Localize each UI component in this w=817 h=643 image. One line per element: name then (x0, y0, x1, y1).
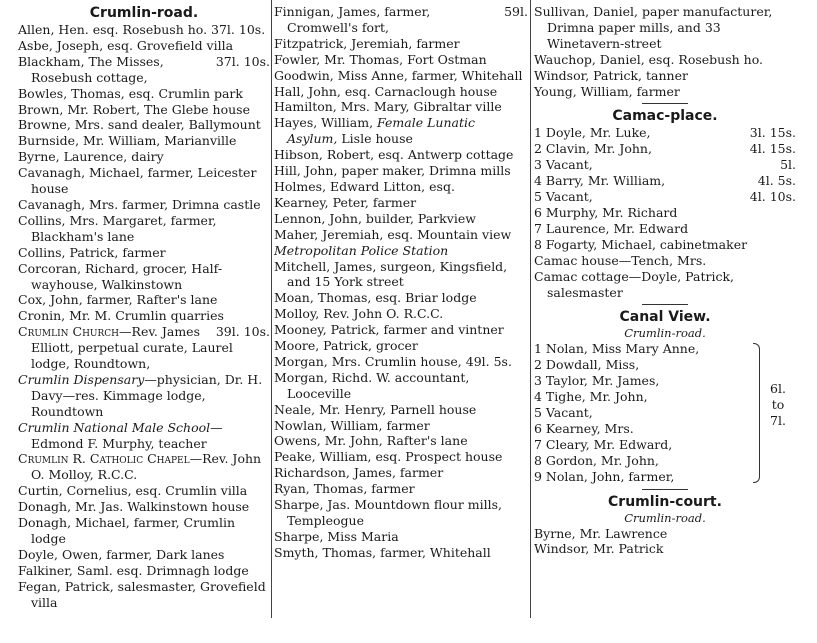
entry-text: Neale, Mr. Henry, Parnell house (274, 401, 477, 417)
directory-entry (274, 418, 528, 434)
entry-text: Windsor, Patrick, tanner (534, 67, 688, 83)
entry-text: Cavanagh, Mrs. farmer, Drimna castle (18, 196, 261, 212)
directory-entry (274, 36, 528, 52)
directory-entry (274, 370, 528, 402)
rent-high: 7l. (770, 413, 786, 429)
entry-text: Nowlan, William, farmer (274, 417, 430, 433)
entry-text: Camac house—Tench, Mrs. (534, 252, 707, 268)
entry-text: 8 Gordon, Mr. John, (534, 452, 659, 468)
entry-text: 3 Vacant, (534, 157, 593, 173)
entry-list (534, 125, 796, 300)
entry-text: Camac cottage—Doyle, Patrick, salesmaster (534, 268, 735, 300)
directory-entry (274, 497, 528, 529)
directory-entry (274, 338, 528, 354)
directory-entry (18, 102, 270, 118)
entry-text: 4 Tighe, Mr. John, (534, 389, 648, 405)
entry-text: Owens, Mr. John, Rafter's lane (274, 433, 468, 449)
entry-list (534, 4, 796, 99)
directory-entry (18, 579, 270, 611)
brace-bracket (753, 343, 760, 483)
directory-entry (274, 290, 528, 306)
directory-entry (274, 306, 528, 322)
entry-text: Curtin, Cornelius, esq. Crumlin villa (18, 483, 248, 499)
entry-text: 5 Vacant, (534, 405, 593, 421)
entry-text: Browne, Mrs. sand dealer, Ballymount (18, 117, 261, 133)
entry-text: 2 Dowdall, Miss, (534, 357, 640, 373)
section-heading-crumlin-road: Crumlin-road. (89, 5, 199, 21)
directory-entry (18, 483, 270, 499)
directory-entry (534, 526, 796, 542)
directory-entry (534, 253, 796, 269)
entry-text: Byrne, Mr. Lawrence (534, 525, 668, 541)
entry-text: Ryan, Thomas, farmer (274, 481, 415, 497)
entry-text: Corcoran, Richard, grocer, Half-wayhouse, Walkinstown (18, 260, 223, 292)
entry-text: Brown, Mr. Robert, The Glebe house (18, 101, 250, 117)
directory-entry (534, 205, 796, 221)
directory-entry (274, 545, 528, 561)
entry-text: Burnside, Mr. William, Marianville (18, 133, 237, 149)
directory-entry (274, 99, 528, 115)
section-heading-crumlin-court: Crumlin-court. (608, 493, 722, 510)
rent-value: 5l. (780, 157, 796, 173)
directory-entry (274, 354, 528, 370)
directory-entry (18, 117, 270, 133)
entry-text: Molloy, Rev. John O. R.C.C. (274, 306, 444, 322)
directory-entry (18, 372, 270, 420)
directory-entry (18, 165, 270, 197)
directory-entry (534, 52, 796, 68)
entry-italic: Metropolitan Police Station (274, 242, 449, 258)
entry-text: Windsor, Mr. Patrick (534, 541, 664, 557)
entry-text: Lisle house (337, 131, 413, 147)
entry-text: Bowles, Thomas, esq. Crumlin park (18, 85, 243, 101)
directory-entry (274, 4, 528, 36)
entry-list (18, 22, 270, 611)
directory-entry (274, 84, 528, 100)
column-2 (274, 4, 528, 561)
entry-text: Donagh, Mr. Jas. Walkinstown house (18, 499, 250, 515)
entry-text: Byrne, Laurence, dairy (18, 149, 164, 165)
directory-entry (18, 261, 270, 293)
entry-text: Morgan, Richd. W. accountant, Looceville (274, 369, 470, 401)
directory-entry (274, 211, 528, 227)
entry-text: Collins, Patrick, farmer (18, 244, 166, 260)
entry-text: Fitzpatrick, Jeremiah, farmer (274, 35, 460, 51)
directory-entry (274, 481, 528, 497)
directory-entry (534, 141, 796, 157)
directory-entry (18, 451, 270, 483)
rent-value: 59l. (504, 4, 528, 19)
entry-text: 5 Vacant, (534, 189, 593, 205)
directory-entry (274, 115, 528, 147)
column-3 (534, 4, 796, 557)
entry-list (534, 526, 796, 558)
section-rule (642, 304, 688, 305)
entry-text: Hamilton, Mrs. Mary, Gibraltar ville (274, 99, 502, 115)
section-subheading: Crumlin-road. (624, 510, 706, 525)
directory-entry (274, 68, 528, 84)
directory-entry (18, 54, 270, 86)
entry-text: Wauchop, Daniel, esq. Rosebush ho. (534, 51, 763, 67)
entry-text: Donagh, Michael, farmer, Crumlin lodge (18, 515, 236, 546)
entry-text: Mitchell, James, surgeon, Kingsfield, and 15 York street (274, 258, 508, 290)
entry-text: Sharpe, Jas. Mountdown flour mills, Templeogue (274, 497, 503, 528)
rent-to: to (771, 397, 785, 413)
entry-text: Asbe, Joseph, esq. Grovefield villa (18, 37, 234, 53)
entry-text: Young, William, farmer (534, 83, 680, 99)
entry-text: 1 Doyle, Mr. Luke, (534, 125, 651, 141)
entry-text: Blackham, The Misses, Rosebush cottage, (18, 53, 164, 85)
entry-text: Fegan, Patrick, salesmaster, Grovefield villa (18, 578, 266, 610)
entry-text: Moore, Patrick, grocer (274, 338, 418, 354)
rent-low: 6l. (770, 381, 786, 397)
directory-entry (18, 149, 270, 165)
directory-entry (534, 4, 796, 52)
entry-text: Cavanagh, Michael, farmer, Leicester house (18, 165, 257, 197)
directory-entry (18, 308, 270, 324)
section-rule (642, 103, 688, 104)
entry-text: 3 Taylor, Mr. James, (534, 373, 660, 389)
entry-text: —physician, Dr. H. Davy—res. Kimmage lodge, Roundtown (31, 371, 263, 419)
directory-entry (274, 433, 528, 449)
entry-text: Hayes, William, (274, 115, 378, 131)
entry-text: Maher, Jeremiah, esq. Mountain view (274, 226, 512, 242)
section-heading-canal-view: Canal View. (619, 309, 711, 326)
rent-value: 39l. 10s. (215, 324, 270, 340)
rent-value: 4l. 15s. (749, 141, 796, 157)
directory-entry (18, 499, 270, 515)
entry-text: Kearney, Peter, farmer (274, 194, 417, 210)
entry-text: —Rev. John O. Molloy, R.C.C. (31, 451, 262, 483)
entry-text: Smyth, Thomas, farmer, Whitehall (274, 544, 491, 560)
entry-italic: Crumlin National Male School (18, 419, 211, 435)
entry-smallcaps: Crumlin Church (18, 324, 120, 340)
entry-text: Sharpe, Miss Maria (274, 528, 399, 544)
directory-entry (534, 189, 796, 205)
directory-entry (18, 515, 270, 547)
directory-entry (534, 173, 796, 189)
entry-text: Doyle, Owen, farmer, Dark lanes (18, 546, 225, 562)
directory-entry (274, 243, 528, 259)
section-rule (642, 489, 688, 490)
directory-entry (274, 147, 528, 163)
directory-entry (18, 197, 270, 213)
rent-range (764, 381, 792, 429)
directory-entry (18, 245, 270, 261)
directory-entry (18, 38, 270, 54)
entry-text: Morgan, Mrs. Crumlin house, 49l. 5s. (274, 353, 512, 369)
directory-entry (534, 157, 796, 173)
entry-text: Moan, Thomas, esq. Briar lodge (274, 290, 477, 306)
directory-entry (534, 84, 796, 100)
directory-entry (18, 22, 270, 38)
directory-entry (274, 402, 528, 418)
entry-text: Fowler, Mr. Thomas, Fort Ostman (274, 51, 487, 67)
directory-entry (274, 52, 528, 68)
directory-entry (534, 269, 796, 301)
rent-value: 4l. 10s. (749, 189, 796, 205)
entry-text: 4 Barry, Mr. William, (534, 173, 666, 189)
rent-value: 37l. 10s. (215, 53, 270, 69)
directory-entry (274, 465, 528, 481)
directory-entry (274, 322, 528, 338)
entry-text: —Rev. James Elliott, perpetual curate, Laurel lodge, Roundtown, (31, 324, 233, 372)
directory-entry (18, 292, 270, 308)
entry-text: — Edmond F. Murphy, teacher (31, 419, 223, 451)
directory-entry (534, 125, 796, 141)
entry-text: Cox, John, farmer, Rafter's lane (18, 292, 218, 308)
directory-entry (274, 163, 528, 179)
entry-italic: Female Lunatic Asylum, (287, 115, 475, 147)
directory-entry (18, 563, 270, 579)
directory-entry (274, 195, 528, 211)
entry-text: Mooney, Patrick, farmer and vintner (274, 322, 504, 338)
entry-text: Lennon, John, builder, Parkview (274, 210, 476, 226)
directory-entry (274, 529, 528, 545)
column-1 (18, 4, 270, 611)
entry-text: Hall, John, esq. Carnaclough house (274, 83, 498, 99)
entry-text: Finnigan, James, farmer, Cromwell's fort, (274, 4, 431, 35)
entry-text: Peake, William, esq. Prospect house (274, 449, 503, 465)
directory-entry (18, 324, 270, 372)
entry-text: 2 Clavin, Mr. John, (534, 141, 652, 157)
entry-text: 7 Cleary, Mr. Edward, (534, 436, 673, 452)
entry-text: Falkiner, Saml. esq. Drimnagh lodge (18, 562, 249, 578)
rent-value: 4l. 5s. (757, 173, 796, 189)
entry-text: 7 Laurence, Mr. Edward (534, 220, 689, 236)
entry-text: Holmes, Edward Litton, esq. (274, 178, 455, 194)
entry-smallcaps: Crumlin R. Catholic Chapel (18, 451, 190, 467)
entry-text: Collins, Mrs. Margaret, farmer, Blackham's lane (18, 212, 217, 244)
column-divider (530, 0, 531, 618)
column-divider (271, 0, 272, 618)
section-heading-camac-place: Camac-place. (612, 108, 718, 125)
entry-text: Allen, Hen. esq. Rosebush ho. 37l. 10s. (18, 22, 266, 37)
directory-entry (534, 68, 796, 84)
entry-text: Cronin, Mr. M. Crumlin quarries (18, 308, 224, 324)
directory-entry (18, 420, 270, 452)
directory-entry (534, 237, 796, 253)
entry-text: Richardson, James, farmer (274, 465, 444, 481)
directory-entry (274, 227, 528, 243)
directory-entry (274, 259, 528, 291)
section-subheading: Crumlin-road. (624, 326, 706, 341)
entry-italic: Crumlin Dispensary (18, 371, 145, 387)
entry-text: 6 Kearney, Mrs. (534, 420, 634, 436)
entry-text: Goodwin, Miss Anne, farmer, Whitehall (274, 67, 523, 83)
directory-entry (18, 86, 270, 102)
directory-entry (274, 179, 528, 195)
entry-text: 1 Nolan, Miss Mary Anne, (534, 341, 700, 357)
directory-entry (18, 133, 270, 149)
canal-view-group (534, 341, 796, 484)
entry-text: 6 Murphy, Mr. Richard (534, 204, 678, 220)
entry-text: 9 Nolan, John, farmer, (534, 468, 675, 484)
rent-value: 3l. 15s. (749, 125, 796, 141)
entry-text: 8 Fogarty, Michael, cabinetmaker (534, 236, 748, 252)
directory-entry (534, 221, 796, 237)
entry-list (274, 4, 528, 561)
entry-text: Sullivan, Daniel, paper manufacturer, Drimna paper mills, and 33 Winetavern-street (534, 4, 773, 51)
entry-text: Hill, John, paper maker, Drimna mills (274, 163, 511, 179)
directory-entry (274, 449, 528, 465)
directory-entry (534, 541, 796, 557)
directory-entry (18, 547, 270, 563)
entry-text: Hibson, Robert, esq. Antwerp cottage (274, 147, 514, 163)
directory-entry (18, 213, 270, 245)
